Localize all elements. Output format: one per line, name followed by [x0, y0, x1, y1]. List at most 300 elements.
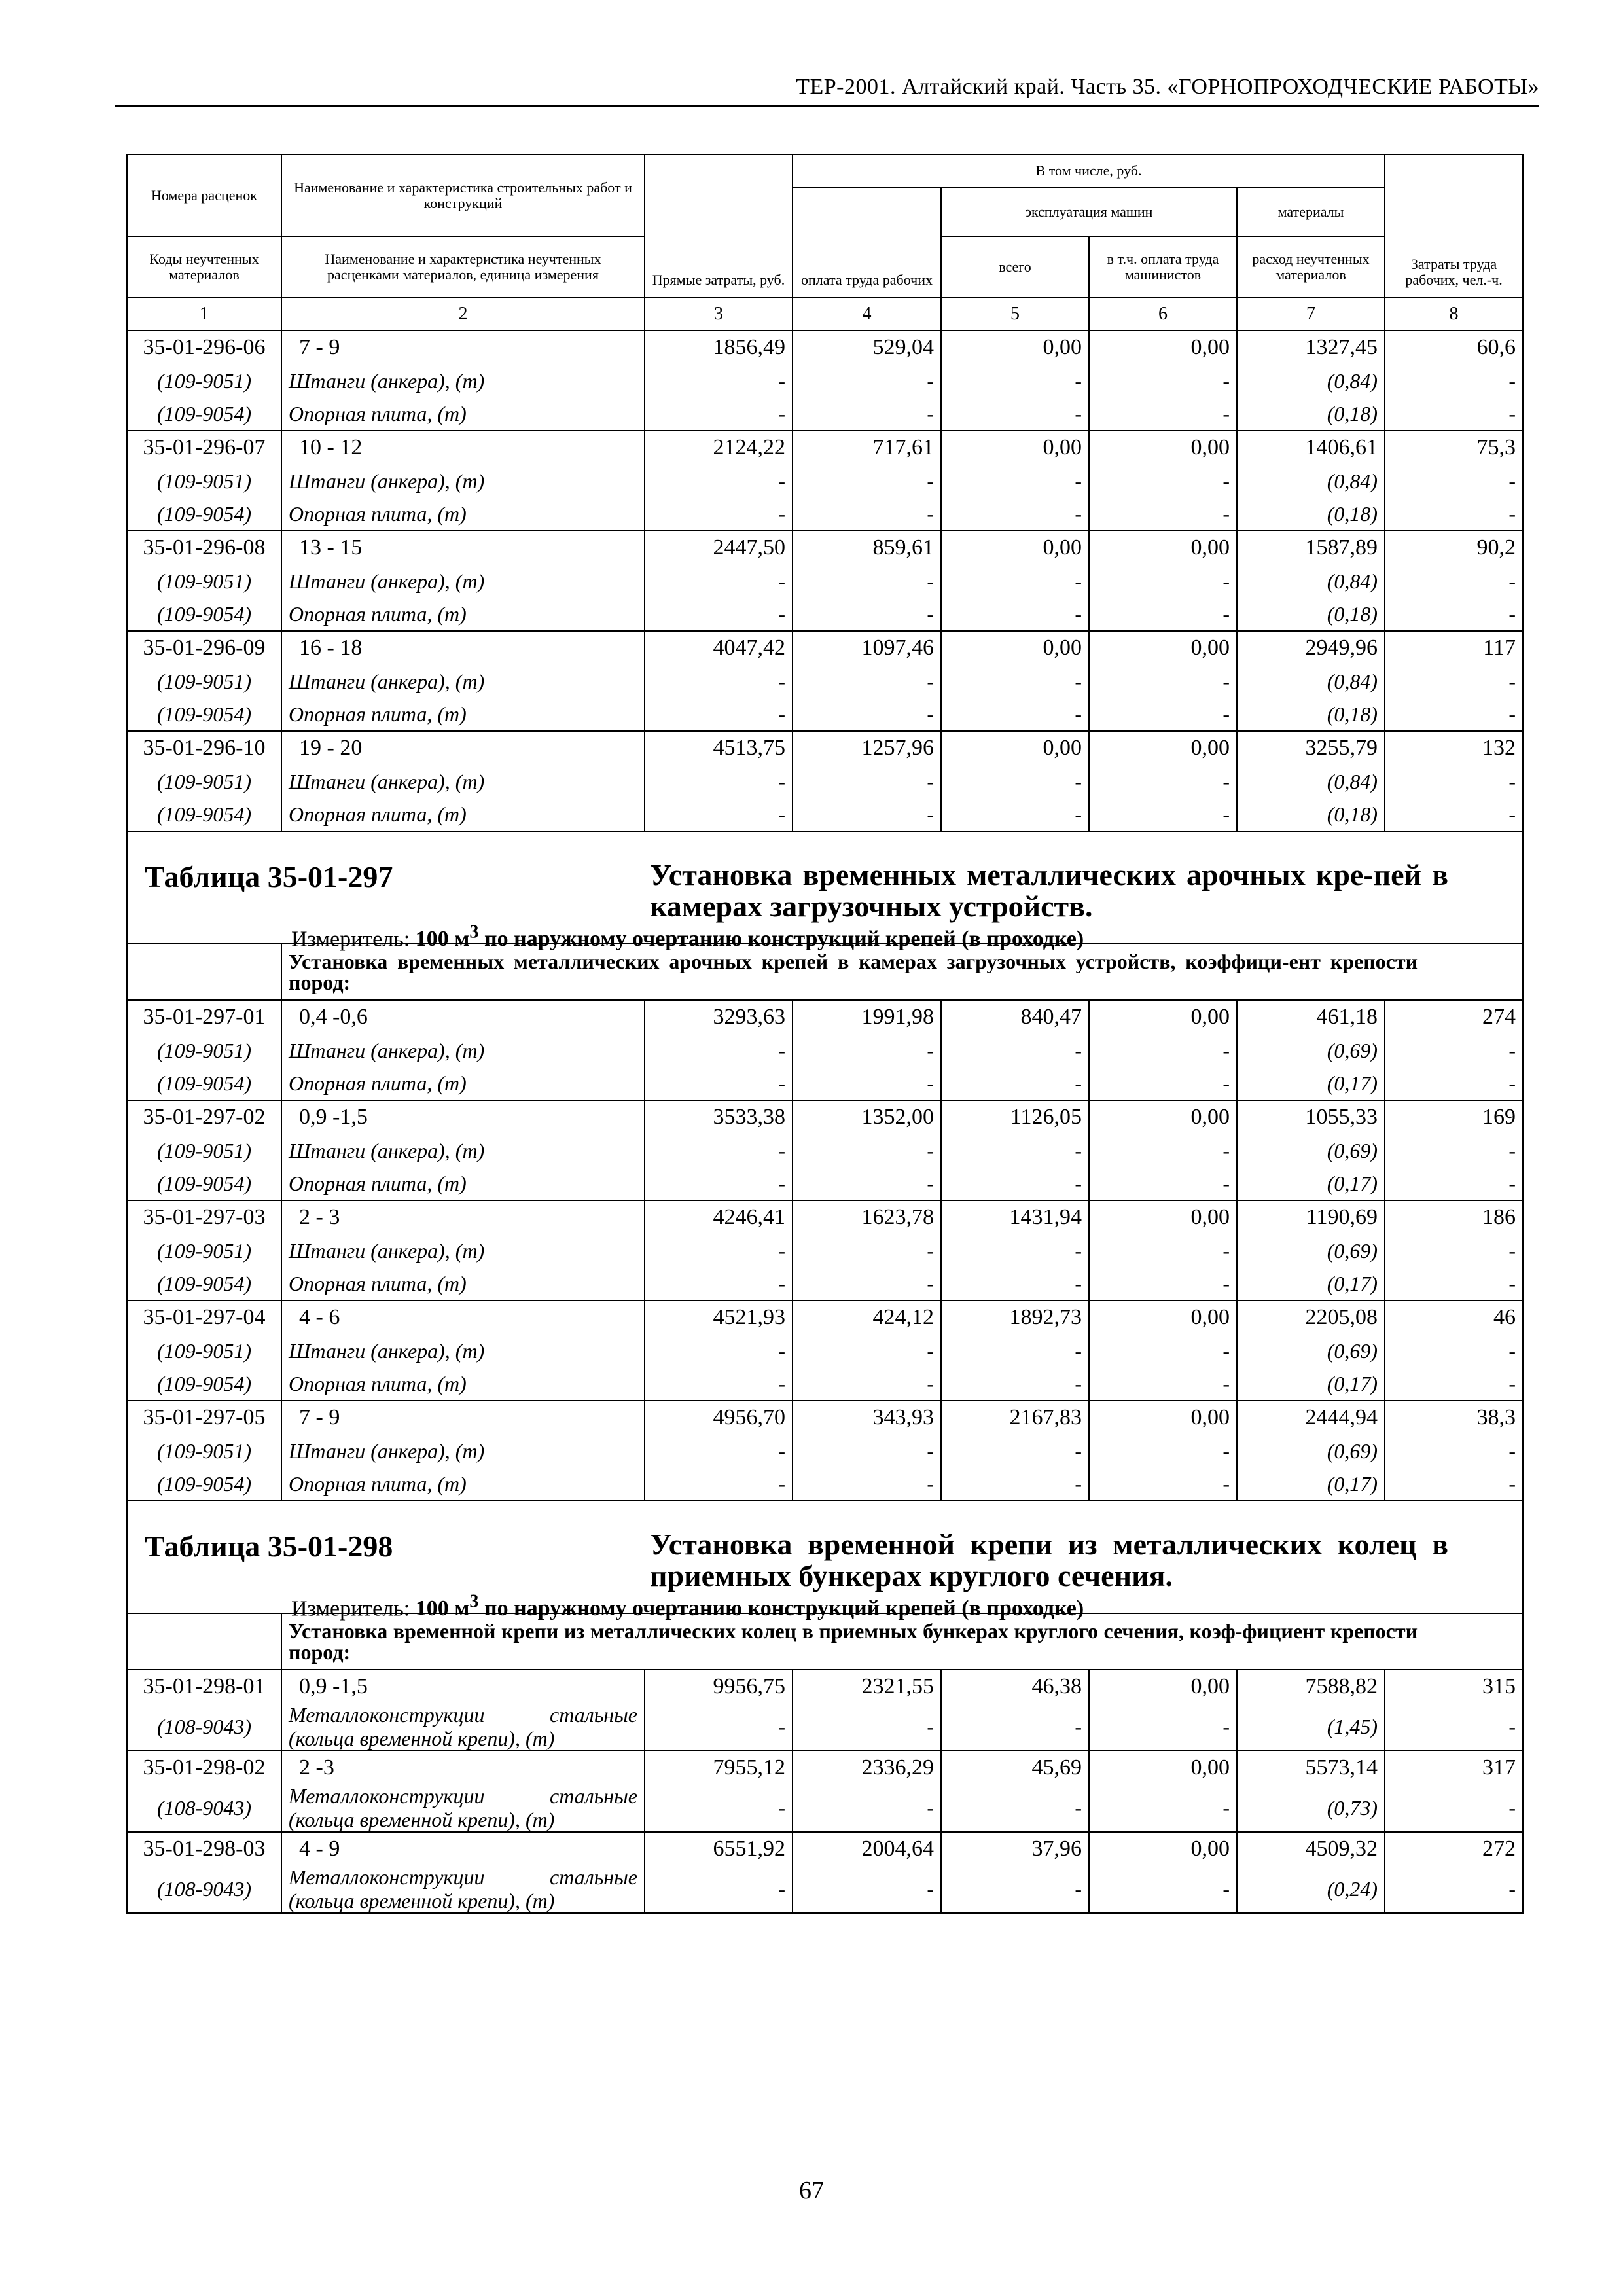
material-name: Штанги (анкера), (т): [281, 464, 645, 497]
dash-cell: -: [1089, 1367, 1237, 1401]
dash-cell: -: [645, 497, 793, 531]
dash-cell: -: [1089, 564, 1237, 598]
rate-mat: 2444,94: [1237, 1401, 1385, 1434]
rate-hours: 169: [1385, 1100, 1523, 1134]
dash-cell: -: [1089, 1703, 1237, 1751]
table-title: Установка временных металлических арочных кре-пей в камерах загрузочных устройств.: [650, 858, 1448, 923]
dash-cell: -: [1385, 764, 1523, 798]
material-name: Опорная плита, (т): [281, 698, 645, 731]
material-qty: (0,84): [1237, 464, 1385, 497]
rates-table: [126, 154, 1524, 1914]
page-number: 67: [799, 2177, 824, 2204]
rate-row: [127, 531, 1523, 564]
rate-hours: 272: [1385, 1832, 1523, 1865]
rate-hours: 274: [1385, 1000, 1523, 1033]
dash-cell: -: [645, 364, 793, 397]
material-row: [127, 1434, 1523, 1467]
material-name: Металлоконструкции стальные (кольца временной крепи), (т): [281, 1703, 645, 1751]
dash-cell: -: [941, 1334, 1089, 1367]
rate-hours: 46: [1385, 1300, 1523, 1334]
material-qty: (0,18): [1237, 698, 1385, 731]
material-code: (109-9051): [127, 464, 281, 497]
rate-name: 19 - 20: [281, 731, 645, 764]
material-qty: (0,17): [1237, 1367, 1385, 1401]
material-row: [127, 598, 1523, 631]
dash-cell: -: [941, 598, 1089, 631]
rate-direct: 2447,50: [645, 531, 793, 564]
material-code: (108-9043): [127, 1865, 281, 1913]
table-description-cell: [281, 1613, 1523, 1670]
material-qty: (0,18): [1237, 497, 1385, 531]
dash-cell: -: [1089, 364, 1237, 397]
dash-cell: -: [941, 798, 1089, 831]
material-code: (109-9054): [127, 1367, 281, 1401]
dash-cell: -: [941, 1865, 1089, 1913]
material-name: Опорная плита, (т): [281, 1467, 645, 1501]
measure-sup: 3: [469, 922, 479, 942]
dash-cell: -: [1385, 698, 1523, 731]
rate-row: [127, 1100, 1523, 1134]
dash-cell: -: [793, 1367, 941, 1401]
material-row: [127, 1067, 1523, 1100]
rate-hours: 317: [1385, 1751, 1523, 1784]
dash-cell: -: [1385, 397, 1523, 431]
rate-mach: 0,00: [941, 431, 1089, 464]
dash-cell: -: [941, 1367, 1089, 1401]
rate-name: 13 - 15: [281, 531, 645, 564]
material-code: (109-9054): [127, 1267, 281, 1300]
rate-labor: 424,12: [793, 1300, 941, 1334]
rate-labor: 1097,46: [793, 631, 941, 664]
dash-cell: -: [1089, 764, 1237, 798]
rate-mat: 2949,96: [1237, 631, 1385, 664]
material-name: Металлоконструкции стальные (кольца временной крепи), (т): [281, 1865, 645, 1913]
dash-cell: -: [645, 1067, 793, 1100]
dash-cell: -: [1089, 1167, 1237, 1200]
dash-cell: -: [941, 1167, 1089, 1200]
rate-hours: 38,3: [1385, 1401, 1523, 1434]
material-qty: (0,17): [1237, 1467, 1385, 1501]
dash-cell: -: [941, 1784, 1089, 1832]
material-name: Опорная плита, (т): [281, 1267, 645, 1300]
table-title-cell: [127, 1501, 1523, 1621]
rate-oper: 0,00: [1089, 1670, 1237, 1703]
rate-mat: 4509,32: [1237, 1832, 1385, 1865]
rate-labor: 859,61: [793, 531, 941, 564]
table-description: Установка временных металлических арочных крепей в камерах загрузочных устройств, коэффици-ент крепости пород:: [289, 950, 1418, 994]
measure-unit: [415, 1592, 1084, 1621]
table-description-row: [127, 1613, 1523, 1670]
rate-mach: 37,96: [941, 1832, 1089, 1865]
material-qty: (0,69): [1237, 1033, 1385, 1067]
material-name: Штанги (анкера), (т): [281, 764, 645, 798]
material-code: (108-9043): [127, 1784, 281, 1832]
dash-cell: -: [793, 698, 941, 731]
material-name: Штанги (анкера), (т): [281, 1234, 645, 1267]
material-code: (109-9054): [127, 798, 281, 831]
table-title-block: [128, 1501, 1522, 1621]
dash-cell: -: [1089, 497, 1237, 531]
rate-hours: 75,3: [1385, 431, 1523, 464]
dash-cell: -: [793, 1167, 941, 1200]
dash-cell: -: [645, 664, 793, 698]
material-code: (109-9054): [127, 1167, 281, 1200]
material-qty: (0,84): [1237, 764, 1385, 798]
rate-oper: 0,00: [1089, 531, 1237, 564]
rate-labor: 1352,00: [793, 1100, 941, 1134]
dash-cell: -: [1385, 1167, 1523, 1200]
dash-cell: -: [1385, 464, 1523, 497]
table-title: Установка временной крепи из металлических колец в приемных бункерах круглого сечения.: [650, 1528, 1448, 1592]
dash-cell: -: [645, 1334, 793, 1367]
dash-cell: -: [1089, 1234, 1237, 1267]
rate-oper: 0,00: [1089, 1832, 1237, 1865]
material-name: Опорная плита, (т): [281, 497, 645, 531]
material-qty: (0,18): [1237, 598, 1385, 631]
dash-cell: -: [1385, 1784, 1523, 1832]
dash-cell: -: [793, 598, 941, 631]
dash-cell: -: [1089, 397, 1237, 431]
rate-mat: 7588,82: [1237, 1670, 1385, 1703]
column-number: 2: [281, 298, 645, 331]
rate-code: 35-01-297-01: [127, 1000, 281, 1033]
rate-labor: 1623,78: [793, 1200, 941, 1234]
rate-direct: 4047,42: [645, 631, 793, 664]
material-code: (109-9051): [127, 564, 281, 598]
dash-cell: -: [941, 698, 1089, 731]
rate-name: 16 - 18: [281, 631, 645, 664]
rate-row: [127, 431, 1523, 464]
rate-code: 35-01-298-03: [127, 1832, 281, 1865]
rate-direct: 7955,12: [645, 1751, 793, 1784]
rate-row: [127, 631, 1523, 664]
rate-name: 7 - 9: [281, 1401, 645, 1434]
rate-mat: 3255,79: [1237, 731, 1385, 764]
material-name: Опорная плита, (т): [281, 598, 645, 631]
rate-labor: 1991,98: [793, 1000, 941, 1033]
rate-mat: 461,18: [1237, 1000, 1385, 1033]
rate-name: 10 - 12: [281, 431, 645, 464]
dash-cell: -: [1089, 1067, 1237, 1100]
dash-cell: -: [793, 1067, 941, 1100]
rate-direct: 3533,38: [645, 1100, 793, 1134]
material-row: [127, 364, 1523, 397]
rate-hours: 315: [1385, 1670, 1523, 1703]
material-name: Опорная плита, (т): [281, 1067, 645, 1100]
dash-cell: -: [793, 1703, 941, 1751]
dash-cell: -: [793, 1267, 941, 1300]
dash-cell: -: [1385, 1134, 1523, 1167]
material-code: (109-9051): [127, 1334, 281, 1367]
col-incl-operators: в т.ч. оплата труда машинистов: [1089, 236, 1237, 298]
material-qty: (0,73): [1237, 1784, 1385, 1832]
column-number: 5: [941, 298, 1089, 331]
column-number: 1: [127, 298, 281, 331]
dash-cell: -: [1385, 664, 1523, 698]
rate-hours: 186: [1385, 1200, 1523, 1234]
rate-mach: 0,00: [941, 631, 1089, 664]
material-code: (108-9043): [127, 1703, 281, 1751]
material-row: [127, 698, 1523, 731]
dash-cell: -: [1089, 798, 1237, 831]
material-qty: (0,17): [1237, 1267, 1385, 1300]
dash-cell: -: [941, 497, 1089, 531]
rate-oper: 0,00: [1089, 1100, 1237, 1134]
rate-mach: 1431,94: [941, 1200, 1089, 1234]
material-name: Штанги (анкера), (т): [281, 364, 645, 397]
dash-cell: -: [941, 764, 1089, 798]
rate-mat: 1055,33: [1237, 1100, 1385, 1134]
rate-name: 2 -3: [281, 1751, 645, 1784]
rate-code: 35-01-296-10: [127, 731, 281, 764]
dash-cell: -: [645, 798, 793, 831]
rate-row: [127, 1670, 1523, 1703]
measure-label: Измеритель:: [291, 927, 416, 952]
material-name: Штанги (анкера), (т): [281, 1134, 645, 1167]
table-description-row: [127, 944, 1523, 1000]
rates-sheet: [126, 154, 1522, 1914]
rate-hours: 90,2: [1385, 531, 1523, 564]
material-name: Опорная плита, (т): [281, 1367, 645, 1401]
dash-cell: -: [645, 464, 793, 497]
material-qty: (0,69): [1237, 1434, 1385, 1467]
rate-labor: 717,61: [793, 431, 941, 464]
dash-cell: -: [1089, 698, 1237, 731]
rate-oper: 0,00: [1089, 431, 1237, 464]
material-qty: (0,17): [1237, 1067, 1385, 1100]
rate-direct: 4246,41: [645, 1200, 793, 1234]
dash-cell: -: [793, 798, 941, 831]
rate-row: [127, 731, 1523, 764]
material-qty: (0,18): [1237, 397, 1385, 431]
dash-cell: -: [1385, 598, 1523, 631]
rate-mach: 0,00: [941, 731, 1089, 764]
dash-cell: -: [793, 397, 941, 431]
rate-name: 2 - 3: [281, 1200, 645, 1234]
col-unaccounted: расход неучтенных материалов: [1237, 236, 1385, 298]
column-number: 4: [793, 298, 941, 331]
rate-labor: 529,04: [793, 331, 941, 364]
table-measure: [291, 922, 1084, 952]
dash-cell: -: [1385, 1703, 1523, 1751]
dash-cell: -: [1385, 798, 1523, 831]
col-materials: материалы: [1237, 187, 1385, 236]
material-name: Опорная плита, (т): [281, 798, 645, 831]
dash-cell: -: [645, 598, 793, 631]
rate-direct: 4521,93: [645, 1300, 793, 1334]
dash-cell: -: [1089, 598, 1237, 631]
rate-direct: 2124,22: [645, 431, 793, 464]
dash-cell: -: [941, 1703, 1089, 1751]
material-row: [127, 1703, 1523, 1751]
rate-name: 7 - 9: [281, 331, 645, 364]
dash-cell: -: [645, 1033, 793, 1067]
dash-cell: -: [1089, 1865, 1237, 1913]
material-code: (109-9054): [127, 1467, 281, 1501]
material-row: [127, 1367, 1523, 1401]
dash-cell: -: [793, 1467, 941, 1501]
table-header: [127, 154, 1523, 331]
rate-code: 35-01-298-01: [127, 1670, 281, 1703]
rate-row: [127, 1751, 1523, 1784]
measure-unit: [415, 922, 1084, 952]
rate-hours: 117: [1385, 631, 1523, 664]
dash-cell: -: [1385, 1467, 1523, 1501]
material-code: (109-9054): [127, 1067, 281, 1100]
rate-mach: 1892,73: [941, 1300, 1089, 1334]
dash-cell: -: [645, 698, 793, 731]
table-number: Таблица 35-01-298: [145, 1530, 393, 1563]
col-total: всего: [941, 236, 1089, 298]
rate-mat: 2205,08: [1237, 1300, 1385, 1334]
measure-value: 100 м: [415, 927, 470, 952]
dash-cell: -: [1385, 1367, 1523, 1401]
col-direct-costs: Прямые затраты, руб.: [645, 154, 793, 298]
material-row: [127, 1134, 1523, 1167]
rate-mach: 840,47: [941, 1000, 1089, 1033]
rate-oper: 0,00: [1089, 1401, 1237, 1434]
material-name: Опорная плита, (т): [281, 1167, 645, 1200]
rate-mach: 2167,83: [941, 1401, 1089, 1434]
col-machines: эксплуатация машин: [941, 187, 1237, 236]
dash-cell: -: [793, 1434, 941, 1467]
rate-row: [127, 1200, 1523, 1234]
page-header: [115, 71, 1539, 107]
desc-spacer: [127, 944, 281, 1000]
rate-direct: 1856,49: [645, 331, 793, 364]
material-row: [127, 1467, 1523, 1501]
col-including: В том числе, руб.: [793, 154, 1385, 187]
rate-labor: 2336,29: [793, 1751, 941, 1784]
dash-cell: -: [645, 1467, 793, 1501]
measure-value: 100 м: [415, 1596, 470, 1621]
material-row: [127, 1865, 1523, 1913]
dash-cell: -: [1385, 364, 1523, 397]
material-row: [127, 1033, 1523, 1067]
dash-cell: -: [793, 764, 941, 798]
rate-direct: 6551,92: [645, 1832, 793, 1865]
rate-code: 35-01-298-02: [127, 1751, 281, 1784]
table-title-cell: [127, 831, 1523, 952]
table-measure: [291, 1592, 1084, 1621]
material-row: [127, 1267, 1523, 1300]
rate-name: 0,4 -0,6: [281, 1000, 645, 1033]
material-qty: (0,24): [1237, 1865, 1385, 1913]
dash-cell: -: [793, 1033, 941, 1067]
material-code: (109-9051): [127, 364, 281, 397]
dash-cell: -: [941, 397, 1089, 431]
rate-mat: 1327,45: [1237, 331, 1385, 364]
column-number: 8: [1385, 298, 1523, 331]
dash-cell: -: [645, 1434, 793, 1467]
dash-cell: -: [1385, 1434, 1523, 1467]
rate-oper: 0,00: [1089, 1751, 1237, 1784]
material-code: (109-9054): [127, 698, 281, 731]
dash-cell: -: [941, 664, 1089, 698]
rate-direct: 4513,75: [645, 731, 793, 764]
dash-cell: -: [793, 497, 941, 531]
column-numbers-row: [127, 298, 1523, 331]
dash-cell: -: [941, 1033, 1089, 1067]
dash-cell: -: [793, 1784, 941, 1832]
rate-row: [127, 1300, 1523, 1334]
material-code: (109-9051): [127, 664, 281, 698]
rate-name: 4 - 6: [281, 1300, 645, 1334]
dash-cell: -: [645, 564, 793, 598]
dash-cell: -: [793, 1865, 941, 1913]
rate-row: [127, 1000, 1523, 1033]
col-work-name: Наименование и характеристика строительных работ и конструкций: [281, 154, 645, 236]
material-code: (109-9051): [127, 1134, 281, 1167]
dash-cell: -: [793, 1134, 941, 1167]
desc-spacer: [127, 1613, 281, 1670]
material-qty: (1,45): [1237, 1703, 1385, 1751]
dash-cell: -: [941, 364, 1089, 397]
rate-mach: 0,00: [941, 331, 1089, 364]
rate-code: 35-01-297-04: [127, 1300, 281, 1334]
dash-cell: -: [793, 364, 941, 397]
rate-code: 35-01-297-02: [127, 1100, 281, 1134]
rate-oper: 0,00: [1089, 631, 1237, 664]
rate-row: [127, 1832, 1523, 1865]
material-row: [127, 564, 1523, 598]
column-number: 3: [645, 298, 793, 331]
rate-name: 4 - 9: [281, 1832, 645, 1865]
dash-cell: -: [1089, 1267, 1237, 1300]
material-row: [127, 497, 1523, 531]
rate-code: 35-01-297-05: [127, 1401, 281, 1434]
material-code: (109-9051): [127, 1434, 281, 1467]
material-qty: (0,69): [1237, 1234, 1385, 1267]
dash-cell: -: [645, 1267, 793, 1300]
material-row: [127, 1784, 1523, 1832]
column-number: 6: [1089, 298, 1237, 331]
table-body: [127, 331, 1523, 1913]
dash-cell: -: [645, 1784, 793, 1832]
table-title-block: [128, 832, 1522, 952]
material-code: (109-9051): [127, 764, 281, 798]
rate-mach: 45,69: [941, 1751, 1089, 1784]
rate-mat: 1587,89: [1237, 531, 1385, 564]
rate-row: [127, 1401, 1523, 1434]
material-row: [127, 1234, 1523, 1267]
material-qty: (0,18): [1237, 798, 1385, 831]
dash-cell: -: [1385, 1267, 1523, 1300]
dash-cell: -: [1385, 1067, 1523, 1100]
rate-code: 35-01-296-09: [127, 631, 281, 664]
dash-cell: -: [1089, 1467, 1237, 1501]
rate-hours: 132: [1385, 731, 1523, 764]
measure-label: Измеритель:: [291, 1596, 416, 1621]
rate-code: 35-01-296-08: [127, 531, 281, 564]
measure-rest: по наружному очертанию конструкций крепей (в проходке): [478, 1596, 1084, 1621]
material-qty: (0,84): [1237, 564, 1385, 598]
material-row: [127, 798, 1523, 831]
dash-cell: -: [941, 1067, 1089, 1100]
material-name: Опорная плита, (т): [281, 397, 645, 431]
rate-mach: 46,38: [941, 1670, 1089, 1703]
dash-cell: -: [645, 1234, 793, 1267]
rate-mach: 1126,05: [941, 1100, 1089, 1134]
rate-code: 35-01-296-06: [127, 331, 281, 364]
rate-code: 35-01-297-03: [127, 1200, 281, 1234]
material-name: Штанги (анкера), (т): [281, 564, 645, 598]
col-material-names: Наименование и характеристика неучтенных расценками материалов, единица измерения: [281, 236, 645, 298]
rate-labor: 1257,96: [793, 731, 941, 764]
table-title-row: [127, 1501, 1523, 1613]
material-qty: (0,69): [1237, 1134, 1385, 1167]
rate-oper: 0,00: [1089, 1200, 1237, 1234]
